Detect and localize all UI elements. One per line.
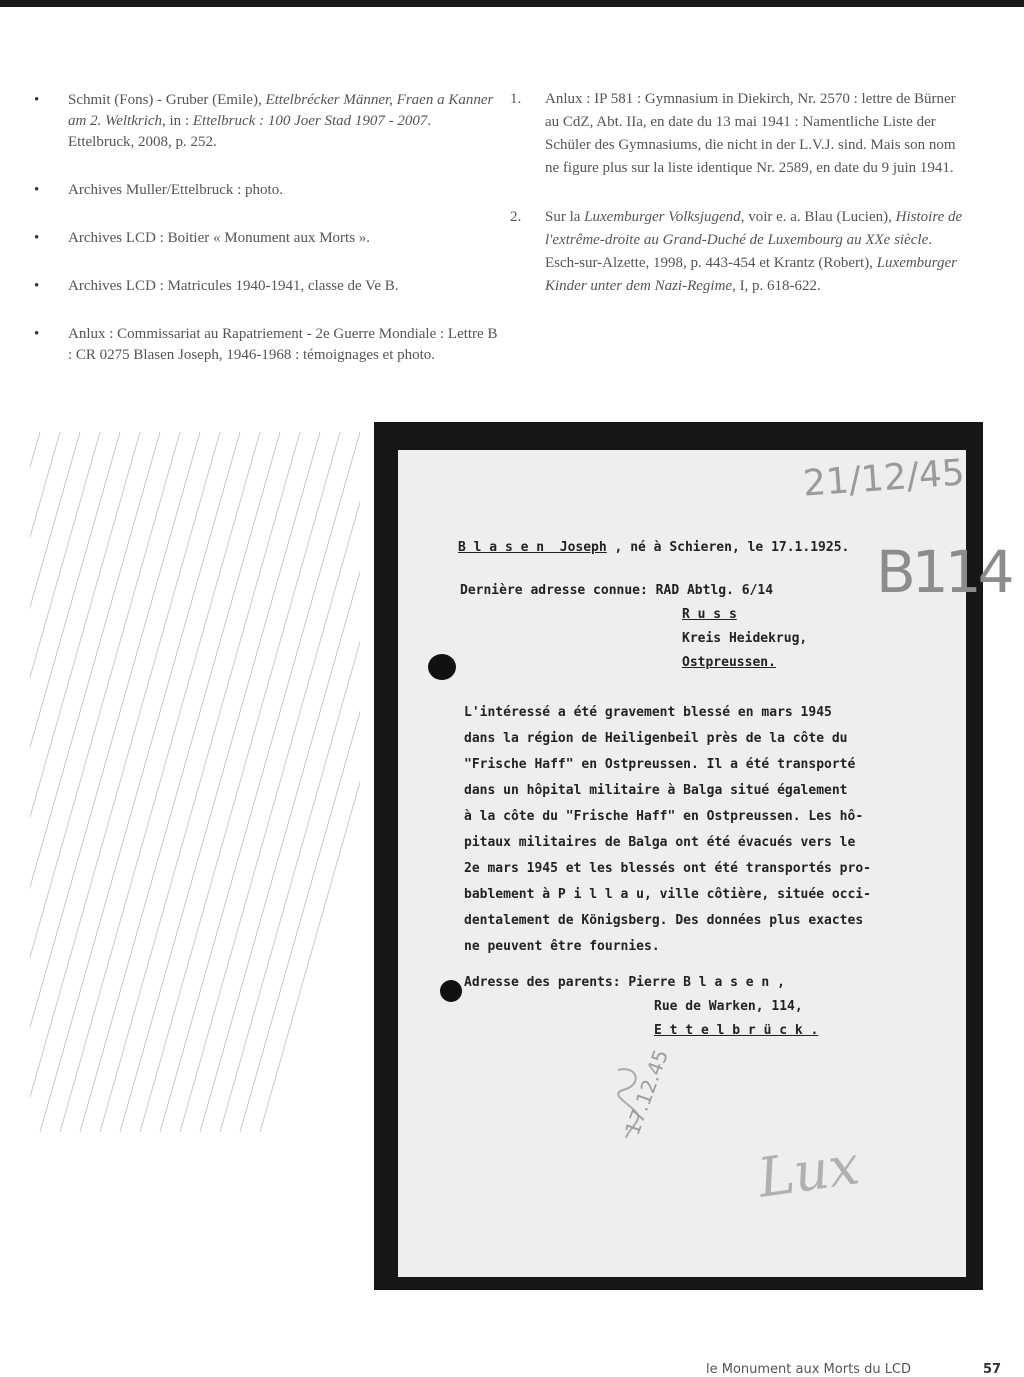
handwritten-note-lux: Lux: [754, 1133, 863, 1210]
document-paper: [398, 450, 1011, 1277]
typed-body-line: bablement à P i l l a u, ville côtière, située occi-: [464, 887, 871, 902]
source-item: • Schmit (Fons) - Gruber (Emile), Ettelbrécker Männer, Fraen a Kanner am 2. Weltkrich, in : Ettelbruck : 100 Joer Stad 1907 - 2007. Ettelbruck, 2008, p. 252.: [30, 90, 500, 153]
typed-parents-town: E t t e l b r ü c k .: [654, 1023, 819, 1038]
typed-body-line: ne peuvent être fournies.: [464, 939, 660, 954]
typed-body-line: dans un hôpital militaire à Balga situé également: [464, 783, 848, 798]
typed-body-line: dans la région de Heiligenbeil près de la côte du: [464, 731, 848, 746]
running-title: le Monument aux Morts du LCD: [706, 1362, 912, 1377]
footnote-item: 1. Anlux : IP 581 : Gymnasium in Diekirch, Nr. 2570 : lettre de Bürner au CdZ, Abt. IIa, en date du 13 mai 1941 : Namentliche Liste der Schüler des Gymnasiums, die nicht in der L.V.J. sind. Mais son nom ne figure plus sur la liste identique Nr. 2589, en date du 9 juin 1941.: [510, 88, 968, 180]
diagonal-hatch-pattern: [30, 432, 360, 1132]
typed-body-line: à la côte du "Frische Haff" en Ostpreussen. Les hô-: [464, 809, 864, 824]
source-item: • Anlux : Commissariat au Rapatriement - 2e Guerre Mondiale : Lettre B : CR 0275 Blasen Joseph, 1946-1968 : témoignages et photo.: [30, 324, 500, 366]
typed-body-line: 2e mars 1945 et les blessés ont été transportés pro-: [464, 861, 871, 876]
source-item: • Archives LCD : Boitier « Monument aux Morts ».: [30, 228, 500, 249]
handwritten-date: 17.12.45: [620, 1046, 674, 1139]
sources-list: [30, 90, 500, 393]
typed-parents-street: Rue de Warken, 114,: [654, 999, 803, 1014]
typed-line-name: B l a s e n Joseph , né à Schieren, le 17.1.1925.: [458, 540, 850, 555]
footnotes-list: [510, 88, 968, 324]
typed-body-line: pitaux militaires de Balga ont été évacués vers le: [464, 835, 856, 850]
footnote-number: 1.: [510, 91, 522, 107]
footnote-item: 2. Sur la Luxemburger Volksjugend, voir e. a. Blau (Lucien), Histoire de l'extrême-droite au Grand-Duché de Luxembourg au XXe siècle. Esch-sur-Alzette, 1998, p. 443-454 et Krantz (Robert), Luxemburger Kinder unter dem Nazi-Regime, I, p. 618-622.: [510, 206, 968, 298]
footnote-number: 2.: [510, 209, 522, 225]
top-border-bar: [0, 0, 1024, 7]
document-photo-frame: [374, 422, 1011, 1290]
source-item: • Archives Muller/Ettelbruck : photo.: [30, 180, 500, 201]
handwritten-file-code: B114: [876, 538, 1011, 606]
page-number: 57: [983, 1362, 1002, 1377]
handwritten-date-stamp: 21/12/45: [801, 452, 966, 505]
punch-hole-mark: [440, 980, 462, 1002]
typed-parents-label: Adresse des parents: Pierre B l a s e n ,: [464, 975, 785, 990]
typed-body-line: "Frische Haff" en Ostpreussen. Il a été transporté: [464, 757, 856, 772]
typed-address-kreis: Kreis Heidekrug,: [682, 631, 808, 646]
typed-body-line: L'intéressé a été gravement blessé en mars 1945: [464, 705, 832, 720]
typed-body-line: dentalement de Königsberg. Des données plus exactes: [464, 913, 864, 928]
punch-hole-mark: [428, 654, 456, 680]
typed-address-label: Dernière adresse connue: RAD Abtlg. 6/14: [460, 583, 774, 598]
source-item: • Archives LCD : Matricules 1940-1941, classe de Ve B.: [30, 276, 500, 297]
typed-address-region: Ostpreussen.: [682, 655, 776, 670]
typed-address-town: R u s s: [682, 607, 737, 622]
